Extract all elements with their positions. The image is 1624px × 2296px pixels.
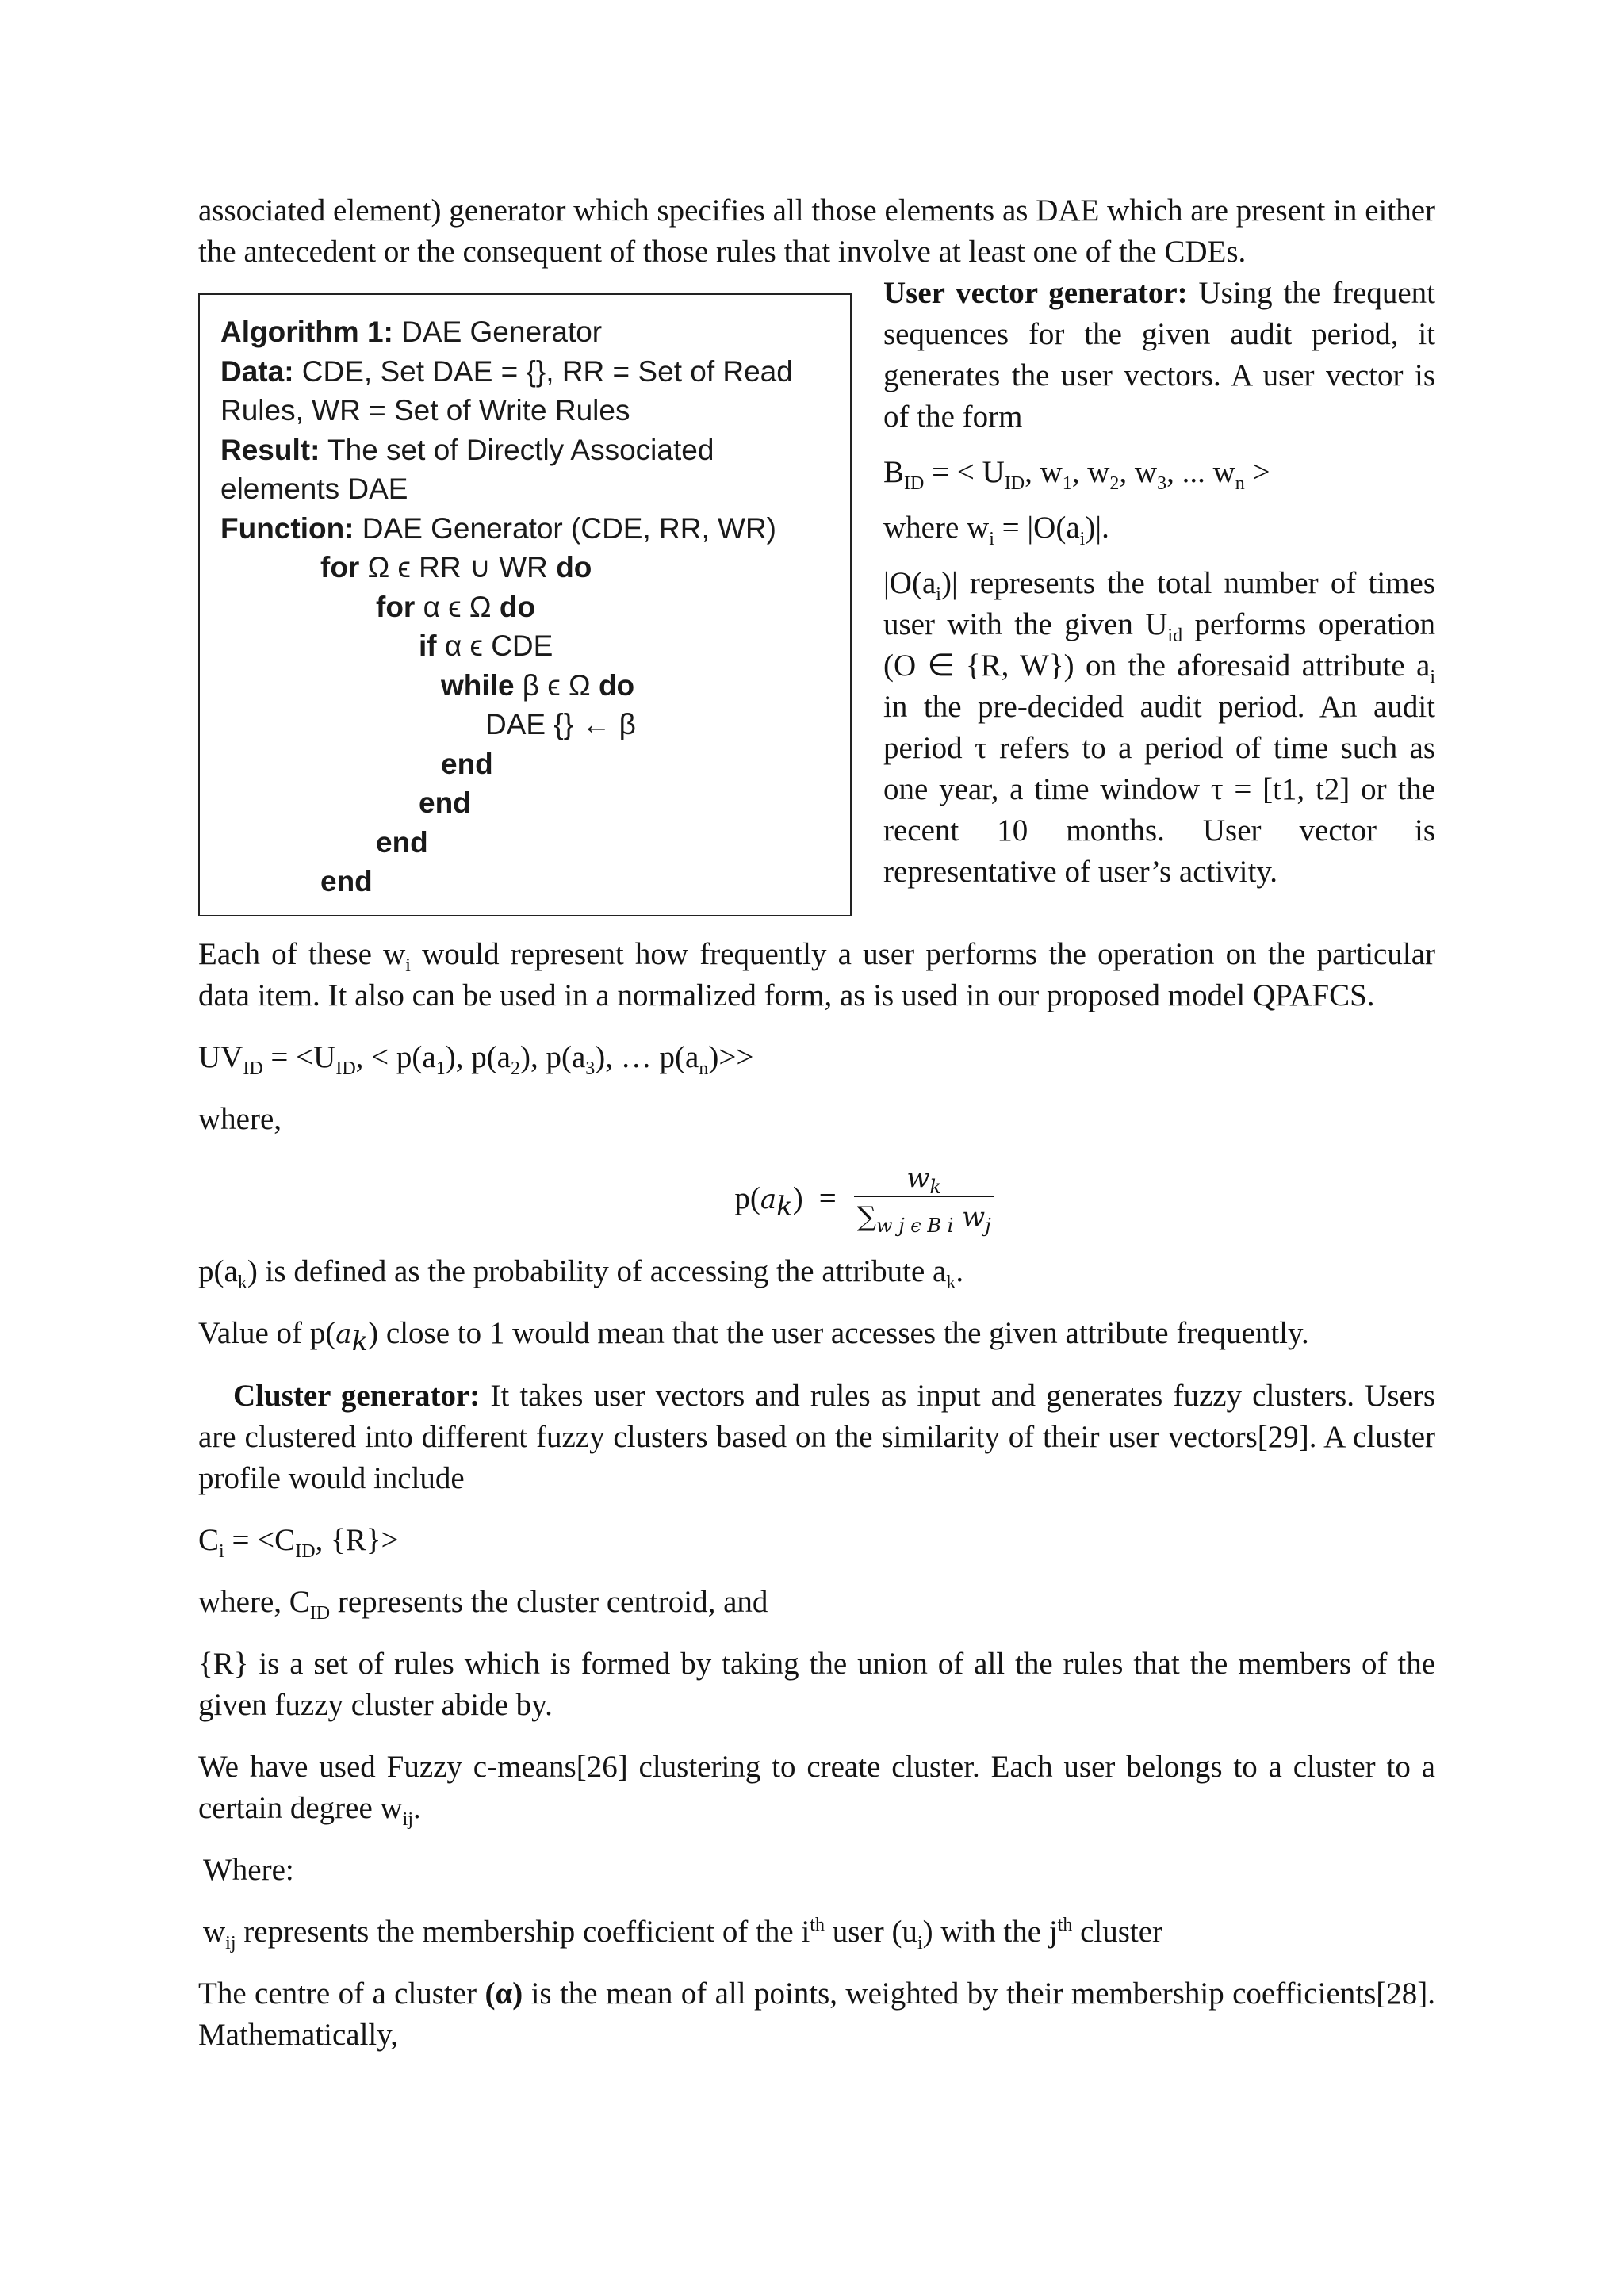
page-content <box>198 190 1435 2076</box>
user-vector-intro: User vector generator: Using the frequent sequences for the given audit period, it generates the user vectors. A user vector is of the form <box>883 276 1435 434</box>
algo-for-inner: for α ϵ Ω do <box>376 590 536 623</box>
cid-where: where, $C_{ID}$ represents the cluster centroid, and <box>198 1585 768 1624</box>
algo-result-cont: elements DAE <box>220 473 408 505</box>
algo-end-for-outer: end <box>320 865 373 897</box>
bid-formula: $B_{ID}$ = < $U_{ID}$, $w_1$, $w_2$, $w_3$, ... $w_n$ > <box>883 455 1270 494</box>
algo-data-cont: Rules, WR = Set of Write Rules <box>220 394 630 427</box>
ci-formula: $C_i = <C_{ID}$, {R}> <box>198 1523 399 1562</box>
cluster-paragraph: Cluster generator: It takes user vectors and rules as input and generates fuzzy clusters. Users are clustered into different fuzzy clusters based on the similarity of their user vectors[29]. A cluster profile would include <box>198 1379 1435 1495</box>
fuzzy-paragraph: We have used Fuzzy c-means[26] clustering to create cluster. Each user belongs to a cluster to a certain degree $w_{ij}$. <box>198 1750 1435 1830</box>
cluster-heading: Cluster generator: <box>233 1379 481 1413</box>
pak-definition: $p(a_k)$ is defined as the probability of accessing the attribute $a_k$. <box>198 1254 964 1293</box>
centre-paragraph: The centre of a cluster (α) is the mean of all points, weighted by their membership coefficients[28]. Mathematically, <box>198 1976 1435 2052</box>
user-vector-description: $|O(a_i)|$ represents the total number of times user with the given $U_{id}$ performs operation (O ∈ {R, W}) on the aforesaid attribute $a_i$ in the pre-decided audit period. An audit period τ refers to a period of time such as one year, a time window τ = [t1, t2] or the recent 10 months. User vector is representative of user’s activity. <box>883 566 1435 889</box>
where-label: where, <box>198 1102 282 1136</box>
value-paragraph: Value of $p(a_k)$ close to 1 would mean that the user accesses the given attribute frequently. <box>198 1316 1309 1357</box>
algorithm-row <box>198 276 1435 916</box>
formula-numerator: $w_k$ <box>906 1162 942 1198</box>
algorithm-box <box>198 293 852 916</box>
formula-fraction <box>854 1161 994 1237</box>
algo-function: Function: DAE Generator (CDE, RR, WR) <box>220 511 776 545</box>
formula-denominator: $\sum_{w j \epsilon B i}$ $w_j$ <box>854 1196 994 1237</box>
algo-while: while β ϵ Ω do <box>441 668 635 702</box>
algo-assign: DAE {} ← β <box>485 708 636 740</box>
formula-equals: = <box>818 1181 837 1215</box>
user-vector-column <box>883 273 1435 916</box>
rules-paragraph: {R} is a set of rules which is formed by taking the union of all the rules that the members of the given fuzzy cluster abide by. <box>198 1647 1435 1722</box>
formula-lhs: $p(a_k)$ <box>734 1181 803 1223</box>
algo-data: Data: CDE, Set DAE = {}, RR = Set of Read <box>220 354 793 388</box>
algo-if: if α ϵ CDE <box>419 629 553 662</box>
where-wi: where $w_i = |O(a_i)|$. <box>883 511 1109 549</box>
intro-paragraph: associated element) generator which specifies all those elements as DAE which are present in either the antecedent or the consequent of those rules that involve at least one of the CDEs. <box>198 193 1435 269</box>
algo-end-while: end <box>441 747 493 780</box>
where-colon: Where: <box>203 1853 294 1887</box>
probability-formula <box>198 1161 1435 1237</box>
algo-end-for-inner: end <box>376 825 428 859</box>
algo-end-if: end <box>419 786 471 819</box>
each-wi-paragraph: Each of these $w_i$ would represent how frequently a user performs the operation on the particular data item. It also can be used in a normalized form, as is used in our proposed model QPAFCS. <box>198 937 1435 1012</box>
algo-for-outer: for Ω ϵ RR ∪ WR do <box>320 551 592 584</box>
uv-formula: $UV_{ID} = <U_{ID}$, < $p(a_1)$, $p(a_2)$, $p(a_3)$, … $p(a_n)>>$ <box>198 1040 754 1079</box>
algo-result: Result: The set of Directly Associated <box>220 433 714 466</box>
user-vector-heading: User vector generator: <box>883 276 1188 310</box>
wij-definition: $w_{ij}$ represents the membership coefficient of the $i^{th}$ user $(u_i)$ with the $j^{th}$ cluster <box>203 1915 1163 1954</box>
algo-title: Algorithm 1: DAE Generator <box>220 316 603 348</box>
